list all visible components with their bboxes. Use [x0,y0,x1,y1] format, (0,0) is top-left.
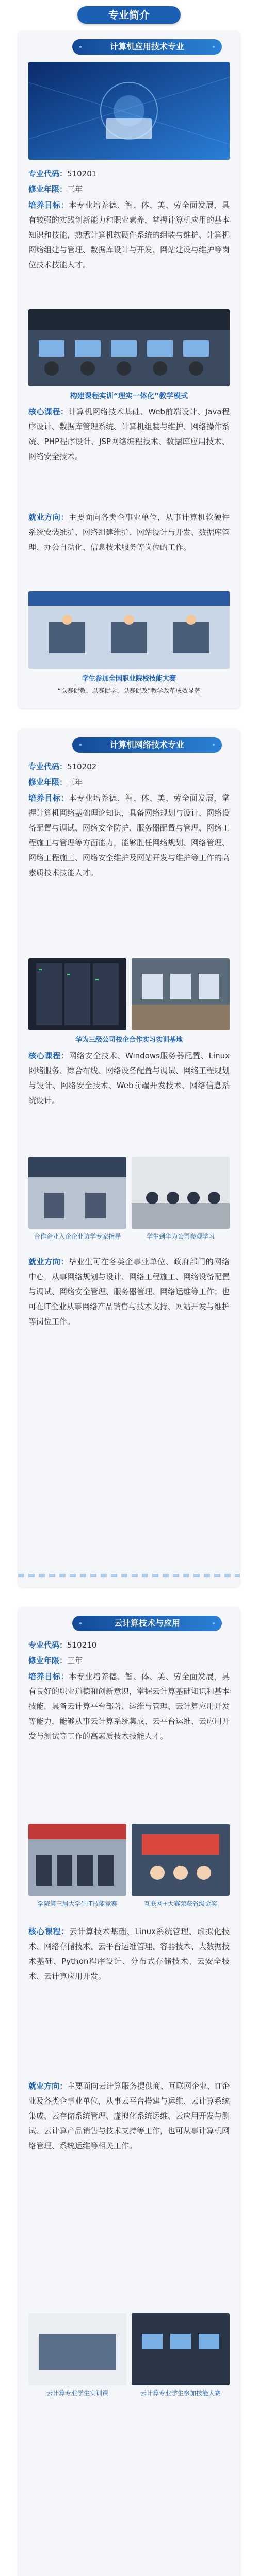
years-label: 修业年限： [28,184,68,194]
goal-label: 培养目标： [28,200,69,210]
cloud-class-photo [28,2313,126,2385]
years-value: 三年 [67,184,83,194]
courses-label: 核心课程： [28,1927,70,1936]
cloud-contest-photo [132,2313,230,2385]
courses-label: 核心课程： [28,1051,69,1060]
model-caption: 构建课程实训“理实一体化”教学模式 [70,392,188,400]
lab-photo [28,309,230,386]
goal-text: 本专业培养德、智、体、美、劳全面发展，具有较强的实践创新能力和职业素养，掌握计算机应用的基本知识和技能，熟悉计算机软硬件系统的组装与维护、计算机网络组建与管理、数据库设计与开发、网站建设与维护等岗位技术技能人才。 [28,200,230,269]
goal-paragraph [28,791,230,956]
courses-label: 核心课程： [28,407,69,416]
code-value: 510201 [67,169,97,178]
goal-paragraph [28,1669,230,1819]
award-caption: 互联网+大赛荣获省级金奖 [143,1900,218,1907]
contest-photo [28,591,230,669]
employ-text: 毕业生可在各类企事业单位、政府部门的网络中心，从事网络规划与设计、网络工程施工、网络设备配置与调试、网络安全管理、服务器管理、网络运维等工作；也可在IT企业从事网络产品销售与技术支持、网站开发与维护等岗位工作。 [28,1257,230,1326]
employ-paragraph [28,1255,230,1419]
goal-label: 培养目标： [28,793,69,803]
employ-paragraph [28,510,230,587]
cloud-class-caption: 云计算专业学生实训课 [46,2389,108,2397]
training-photo [132,958,230,1030]
contest-caption: 学生参加全国职业院校技能大赛 [82,675,176,683]
code-value: 510202 [67,762,97,771]
courses-paragraph [28,1924,230,2076]
expert-photo [28,1157,126,1229]
courses-paragraph [28,404,230,510]
code-value: 510210 [67,1640,97,1650]
years-label: 修业年限： [28,1656,68,1665]
code-label: 专业代码： [28,1640,68,1650]
years-row [28,774,230,790]
huawei-visit-photo [132,1157,230,1229]
code-label: 专业代码： [28,169,68,178]
section-title-pill: 云计算技术与应用 [72,1616,222,1631]
courses-paragraph [28,1048,230,1154]
goal-label: 培养目标： [28,1672,69,1681]
employ-text: 主要面向各类企事业单位，从事计算机软硬件系统安装维护、网络组建维护、网站设计与开发、数据库管理、办公自动化、信息技术服务等岗位的工作。 [28,513,230,552]
section-divider [18,1574,240,1577]
years-row [28,1653,230,1668]
employ-paragraph [28,2079,230,2306]
years-row [28,181,230,197]
server-photo [28,958,126,1030]
section-card-cloud [18,1607,240,2576]
code-label: 专业代码： [28,762,68,771]
years-value: 三年 [67,1656,83,1665]
years-label: 修业年限： [28,777,68,787]
page-title: 专业简介 [77,6,181,24]
quote-text: “以赛促教、以赛促学、以赛促改”教学改革成效显著 [57,687,201,694]
employ-text: 主要面向云计算服务提供商、互联网企业、IT企业及各类企事业单位，从事云平台搭建与运维、云计算系统集成、云存储系统管理、虚拟化系统运维、云应用开发与测试、云计算产品销售与技术支持等工作，也可从事计算机网络管理、系统运维等相关工作。 [28,2081,230,2150]
employ-label: 就业方向： [28,1257,69,1266]
section-title-pill: 计算机网络技术专业 [72,737,222,753]
code-row [28,1637,230,1653]
employ-label: 就业方向： [28,2081,68,2091]
cloud-contest-caption: 云计算专业学生参加技能大赛 [140,2389,221,2397]
photos-caption: 华为三级公司校企合作实习实训基地 [75,1036,183,1044]
it-contest-caption: 学院第三届大学生IT技能竞赛 [37,1900,118,1907]
courses-text: 网络安全技术、Windows服务器配置、Linux网络服务、综合布线、网络设备配置与调试、网络工程规划与设计、网络安全技术、Web前端开发技术、网络信息系统设计。 [28,1051,230,1105]
courses-text: 云计算技术基础、Linux系统管理、虚拟化技术、网络存储技术、云平台运维管理、容器技术、大数据技术基础、Python程序设计、分布式存储技术、云安全技术、云计算应用开发。 [28,1927,230,1981]
section-title-pill: 计算机应用技术专业 [72,39,222,55]
employ-label: 就业方向： [28,513,69,522]
goal-text: 本专业培养德、智、体、美、劳全面发展，具有良好的职业道德和创新意识，掌握云计算基础知识和基本技能，具备云计算平台部署、运维与管理、云计算应用开发等能力，能够从事云计算系统集成、云平台运维、云应用开发与测试等工作的高素质技术技能人才。 [28,1672,230,1741]
section-card-computer-app [18,31,240,708]
award-photo [132,1824,230,1896]
courses-text: 计算机网络技术基础、Web前端设计、Java程序设计、数据库管理系统、计算机组装与维护、网络操作系统、PHP程序设计、JSP网络编程技术、数据库应用技术、网络安全技术。 [28,407,230,461]
expert-caption: 合作企业入企企业访学专家指导 [34,1233,121,1240]
years-value: 三年 [67,777,83,787]
goal-text: 本专业培养德、智、体、美、劳全面发展，掌握计算机网络基础理论知识，具备网络规划与设计、网络设备配置与调试、网络安全防护、服务器配置与管理、网络工程施工与管理等方面能力，能够胜任网络规划、网络管理、网络工程施工、网络安全维护及网站开发与维护等工作的高素质技术技能人才。 [28,793,230,877]
hero-photo-tech [28,62,230,160]
goal-paragraph [28,198,230,303]
it-contest-photo [28,1824,126,1896]
code-row [28,166,230,181]
huawei-caption: 学生到华为公司参观学习 [146,1233,215,1240]
section-card-network [18,729,240,1587]
code-row [28,759,230,774]
